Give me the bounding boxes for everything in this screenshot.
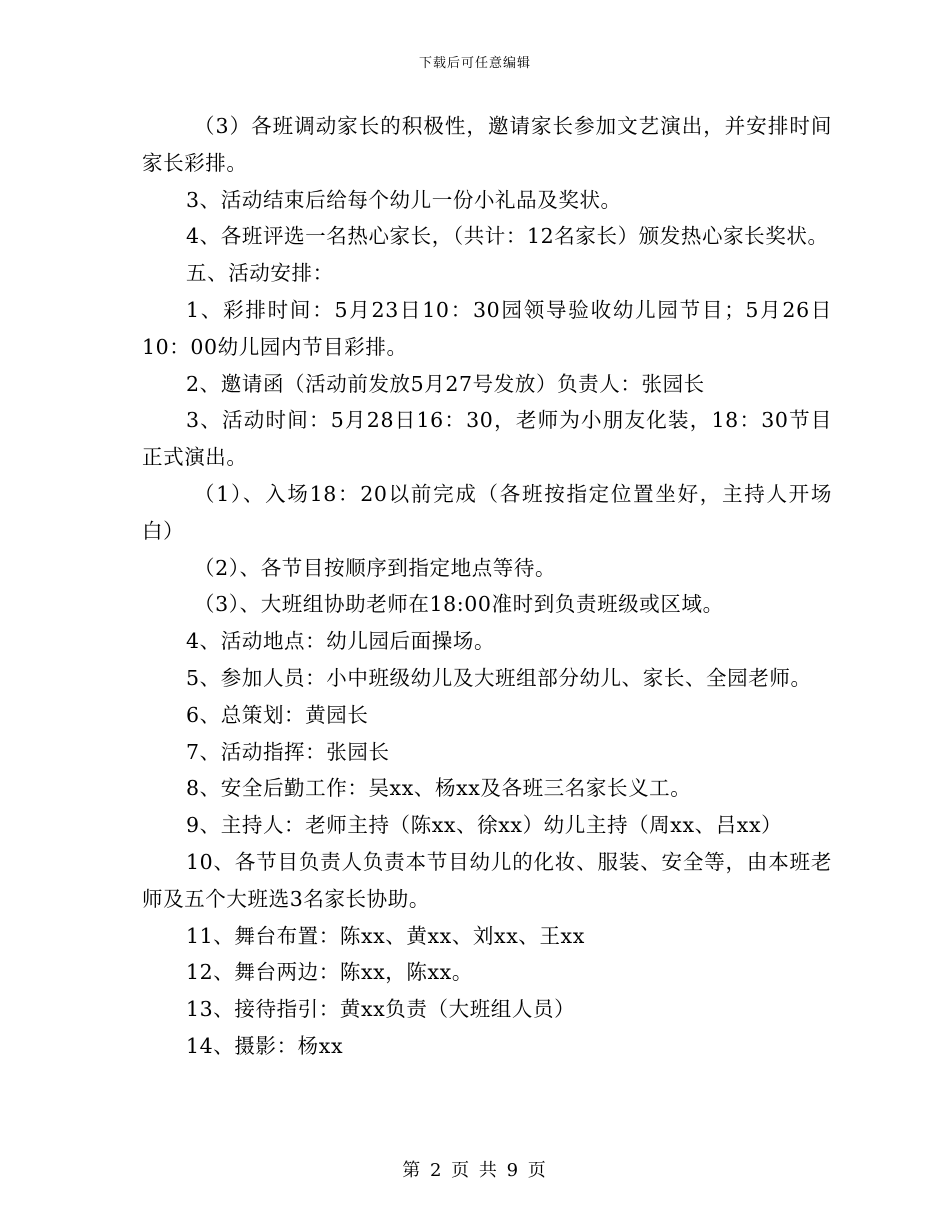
paragraph: （2）、各节目按顺序到指定地点等待。 — [194, 555, 557, 580]
paragraph: 1、彩排时间：5月23日10：30园领导验收幼儿园节目；5月26日10：00幼儿园内节目彩排。 — [142, 297, 832, 359]
paragraph: （3）各班调动家长的积极性，邀请家长参加文艺演出，并安排时间家长彩排。 — [142, 114, 832, 175]
paragraph: 2、邀请函（活动前发放5月27号发放）负责人：张园长 — [186, 371, 705, 396]
paragraph: 4、各班评选一名热心家长，（共计：12名家长）颁发热心家长奖状。 — [186, 224, 829, 249]
paragraph: 13、接待指引：黄xx负责（大班组人员） — [186, 997, 576, 1022]
paragraph: 3、活动时间：5月28日16：30，老师为小朋友化装，18：30节目正式演出。 — [142, 408, 832, 470]
header-note: 下载后可任意编辑 — [418, 56, 531, 71]
paragraph: 14、摄影：杨xx — [186, 1033, 344, 1058]
paragraph: 7、活动指挥：张园长 — [186, 739, 390, 764]
paragraph: （3）、大班组协助老师在18:00准时到负责班级或区域。 — [194, 592, 724, 617]
paragraph: 4、活动地点：幼儿园后面操场。 — [186, 629, 496, 654]
paragraph: 11、舞台布置：陈xx、黄xx、刘xx、王xx — [186, 923, 585, 948]
document-body — [142, 108, 832, 1065]
paragraph: 5、参加人员：小中班级幼儿及大班组部分幼儿、家长、全园老师。 — [186, 665, 812, 690]
paragraph: 3、活动结束后给每个幼儿一份小礼品及奖状。 — [186, 187, 622, 212]
paragraph: 12、舞台两边：陈xx，陈xx。 — [186, 960, 473, 985]
paragraph: 10、各节目负责人负责本节目幼儿的化妆、服装、安全等，由本班老师及五个大班选3名家长协助。 — [142, 849, 832, 911]
paragraph: （1）、入场18：20以前完成（各班按指定位置坐好，主持人开场白） — [142, 481, 832, 543]
paragraph: 8、安全后勤工作：吴xx、杨xx及各班三名家长义工。 — [186, 776, 692, 801]
paragraph: 9、主持人：老师主持（陈xx、徐xx）幼儿主持（周xx、吕xx） — [186, 813, 783, 838]
section-heading: 五、活动安排： — [186, 261, 334, 286]
paragraph: 6、总策划：黄园长 — [186, 702, 369, 727]
page-number: 第 2 页 共 9 页 — [402, 1160, 548, 1181]
